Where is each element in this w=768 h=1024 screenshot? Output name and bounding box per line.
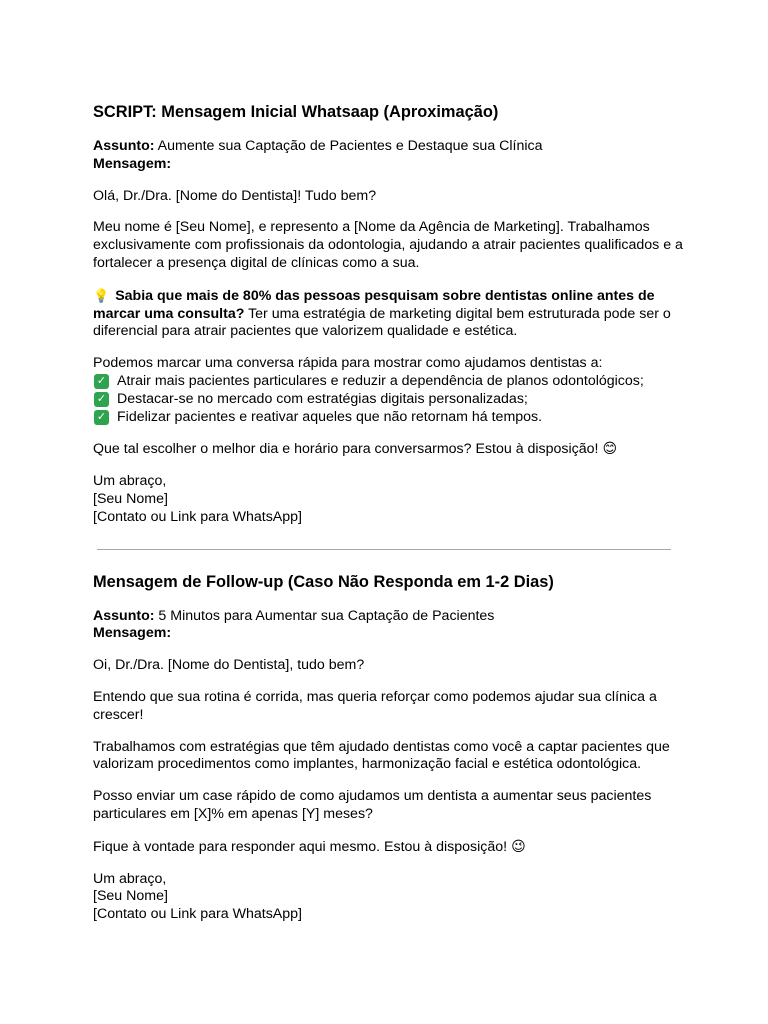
signoff-text: Um abraço,: [93, 870, 167, 887]
winking-face-icon: 😉: [511, 837, 526, 854]
intro-paragraph: Meu nome é [Seu Nome], e represento a [Nome da Agência de Marketing]. Trabalhamos exclusivamente com profissionais da odontologia, ajudando a atrair pacientes qualificados e a fortalecer a presença digital de clínicas como a sua.: [93, 219, 683, 271]
check-mark-icon: ✓: [94, 410, 109, 425]
message-label: Mensagem:: [93, 625, 172, 642]
list-item-text: Fidelizar pacientes e reativar aqueles que não retornam há tempos.: [117, 408, 543, 425]
follow-up-section: [93, 572, 683, 924]
subject-block: [93, 138, 683, 174]
closing-text: Fique à vontade para responder aqui mesmo. Estou à disposição!: [93, 838, 508, 855]
sign-name: [Seu Nome]: [93, 490, 168, 507]
highlight-rest-text: Ter uma estratégia de marketing digital bem estruturada pode ser o diferencial para atrair pacientes que valorizem qualidade e estética.: [93, 305, 671, 340]
signoff-text: Um abraço,: [93, 473, 167, 490]
greeting-text: Oi, Dr./Dra. [Nome do Dentista], tudo bem?: [93, 657, 365, 674]
list-item-text: Atrair mais pacientes particulares e reduzir a dependência de planos odontológicos;: [117, 372, 644, 389]
check-mark-icon: ✓: [94, 374, 109, 389]
paragraph-routine: Entendo que sua rotina é corrida, mas queria reforçar como podemos ajudar sua clínica a crescer!: [93, 688, 657, 723]
signature-block: [93, 473, 683, 526]
sign-name: [Seu Nome]: [93, 888, 168, 905]
initial-message-section: [93, 102, 683, 527]
list-item-text: Destacar-se no mercado com estratégias digitais personalizadas;: [117, 390, 528, 407]
signature-block: [93, 871, 683, 924]
subject-block: [93, 608, 683, 644]
sign-contact: [Contato ou Link para WhatsApp]: [93, 508, 302, 525]
paragraph-strategies: Trabalhamos com estratégias que têm ajudado dentistas como você a captar pacientes que valorizam procedimentos como implantes, harmonização facial e estética odontológica.: [93, 738, 670, 773]
section-divider: [97, 549, 671, 550]
smiling-face-icon: 😊: [602, 440, 618, 457]
highlight-bold-text: Sabia que mais de 80% das pessoas pesquisam sobre dentistas online antes de marcar uma consulta?: [93, 287, 655, 322]
subject-line: [93, 138, 683, 156]
benefits-list: [93, 355, 683, 426]
cta-paragraph: [93, 440, 683, 459]
subject-line: [93, 608, 683, 626]
subject-label: Assunto:: [93, 607, 155, 624]
check-mark-icon: ✓: [94, 392, 109, 407]
closing-paragraph: [93, 838, 683, 857]
subject-value: Aumente sua Captação de Pacientes e Destaque sua Clínica: [154, 138, 543, 154]
section-title: Mensagem de Follow-up (Caso Não Responda em 1-2 Dias): [93, 572, 554, 591]
sign-contact: [Contato ou Link para WhatsApp]: [93, 906, 302, 923]
list-intro: Podemos marcar uma conversa rápida para mostrar como ajudamos dentistas a:: [93, 355, 603, 372]
subject-value: 5 Minutos para Aumentar sua Captação de Pacientes: [154, 607, 495, 624]
list-item: [93, 409, 683, 427]
section-title: SCRIPT: Mensagem Inicial Whatsaap (Aproximação): [93, 103, 499, 121]
highlight-paragraph: [93, 287, 683, 341]
paragraph-case: Posso enviar um case rápido de como ajudamos um dentista a aumentar seus pacientes particulares em [X]% em apenas [Y] meses?: [93, 788, 652, 822]
lightbulb-icon: 💡: [93, 287, 110, 303]
list-item: [93, 391, 683, 409]
subject-label: Assunto:: [93, 138, 155, 154]
message-label: Mensagem:: [93, 155, 172, 172]
document-page: [93, 102, 683, 924]
list-item: [93, 373, 683, 391]
greeting-text: Olá, Dr./Dra. [Nome do Dentista]! Tudo bem?: [93, 187, 377, 204]
cta-text: Que tal escolher o melhor dia e horário para conversarmos? Estou à disposição!: [93, 441, 599, 458]
